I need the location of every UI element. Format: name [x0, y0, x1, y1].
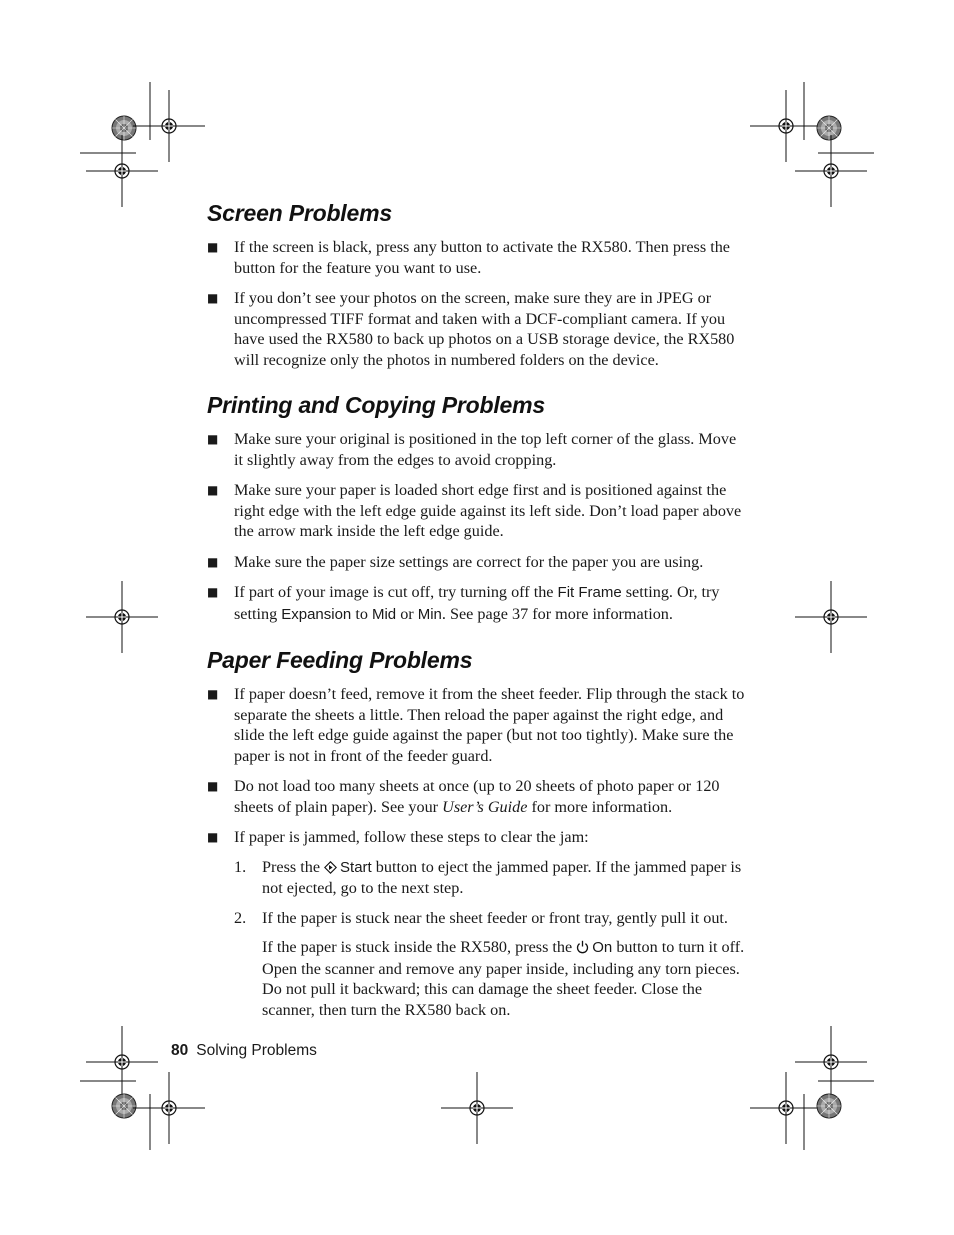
registration-mark-icon [133, 1072, 205, 1144]
setting-min: Min [417, 605, 442, 623]
text-run: If part of your image is cut off, try turning off the [234, 583, 558, 601]
bullet-list [207, 237, 747, 370]
section-heading: Screen Problems [207, 200, 392, 226]
list-item: ■ Make sure the paper size settings are correct for the paper you are using. [207, 552, 747, 573]
text-run: Do not load too many sheets at once (up to 20 sheets of photo paper or 120 sheets of plain paper). See your [234, 777, 720, 816]
list-item: ■ If paper doesn’t feed, remove it from the sheet feeder. Flip through the stack to separate the sheets a little. Then reload the paper against the right edge, and slide the left edge guide against the paper (but not too tightly). Make sure the paper is not in front of the feeder guard. [207, 684, 747, 766]
color-target-icon [817, 116, 841, 140]
jam-steps [234, 857, 747, 1021]
text-run: If the paper is stuck near the sheet feeder or front tray, gently pull it out. [262, 908, 728, 927]
users-guide-reference: User’s Guide [442, 797, 528, 816]
text-run: or [396, 604, 418, 623]
page-content [207, 200, 747, 1030]
registration-mark-icon [795, 1026, 867, 1098]
registration-mark-icon [86, 1026, 158, 1098]
step-item [234, 908, 747, 1021]
list-item: ■ If the screen is black, press any button to activate the RX580. Then press the button for the feature you want to use. [207, 237, 747, 278]
page-footer [171, 1042, 317, 1060]
section-heading: Printing and Copying Problems [207, 392, 545, 418]
setting-fit-frame: Fit Frame [557, 584, 622, 601]
registration-mark-icon [750, 1072, 822, 1144]
color-target-icon [112, 116, 136, 140]
jam-intro: If paper is jammed, follow these steps to clear the jam: [234, 828, 589, 846]
on-button-label [576, 939, 612, 956]
start-button-label [324, 859, 372, 876]
registration-mark-icon [133, 90, 205, 162]
text-run: If the paper is stuck inside the RX580, press the [262, 938, 577, 956]
button-text: On [592, 939, 613, 956]
registration-mark-icon [86, 581, 158, 653]
section-paper-feeding-problems [207, 647, 747, 1020]
power-icon [576, 940, 589, 954]
text-run: setting. Or, try setting [234, 583, 720, 623]
bullet-list [207, 429, 747, 625]
list-item: ■ If you don’t see your photos on the screen, make sure they are in JPEG or uncompressed TIFF format and taken with a DCF-compliant camera. If you have used the RX580 to back up photos on a USB storage device, the RX580 will recognize only the photos in numbered folders on the device. [207, 288, 747, 370]
text-run: button to turn it off. Open the scanner and remove any paper inside, including any torn pieces. Do not pull it backward; this can damage the sheet feeder. Close the scanner, then turn the RX580 back on. [262, 938, 745, 1019]
list-item: ■ Make sure your original is positioned in the top left corner of the glass. Move it slightly away from the edges to avoid cropping. [207, 429, 747, 470]
text-run: to [351, 604, 372, 623]
text-run: for more information. [527, 797, 673, 816]
setting-mid: Mid [371, 605, 397, 623]
section-heading: Paper Feeding Problems [207, 647, 473, 673]
button-text: Start [340, 858, 372, 876]
list-item [207, 776, 747, 817]
list-item [207, 827, 747, 1020]
text-run: Press the [262, 857, 325, 876]
bullet-list [207, 684, 747, 1020]
text-run: . See page 37 for more information. [441, 604, 673, 623]
step-number: 1. [234, 857, 247, 876]
step-item [234, 857, 747, 899]
list-item: ■ Make sure your paper is loaded short edge first and is positioned against the right edge with the left edge guide against its left side. Don’t load paper above the arrow mark inside the left edge guide. [207, 480, 747, 542]
text-run: button to eject the jammed paper. If the jammed paper is not ejected, go to the next step. [262, 857, 742, 897]
section-screen-problems [207, 200, 747, 370]
registration-mark-icon [795, 581, 867, 653]
registration-mark-icon [795, 135, 867, 207]
registration-mark-icon [441, 1072, 513, 1144]
color-target-icon [817, 1094, 841, 1118]
section-printing-copying-problems [207, 392, 747, 625]
step-number: 2. [234, 908, 247, 927]
list-item [207, 582, 747, 625]
registration-mark-icon [750, 90, 822, 162]
registration-mark-icon [86, 135, 158, 207]
start-diamond-icon [324, 861, 337, 874]
step-extra-paragraph [262, 937, 747, 1020]
setting-expansion: Expansion [281, 605, 352, 623]
footer-section-title: Solving Problems [196, 1042, 317, 1059]
color-target-icon [112, 1094, 136, 1118]
page-number: 80 [171, 1042, 189, 1059]
